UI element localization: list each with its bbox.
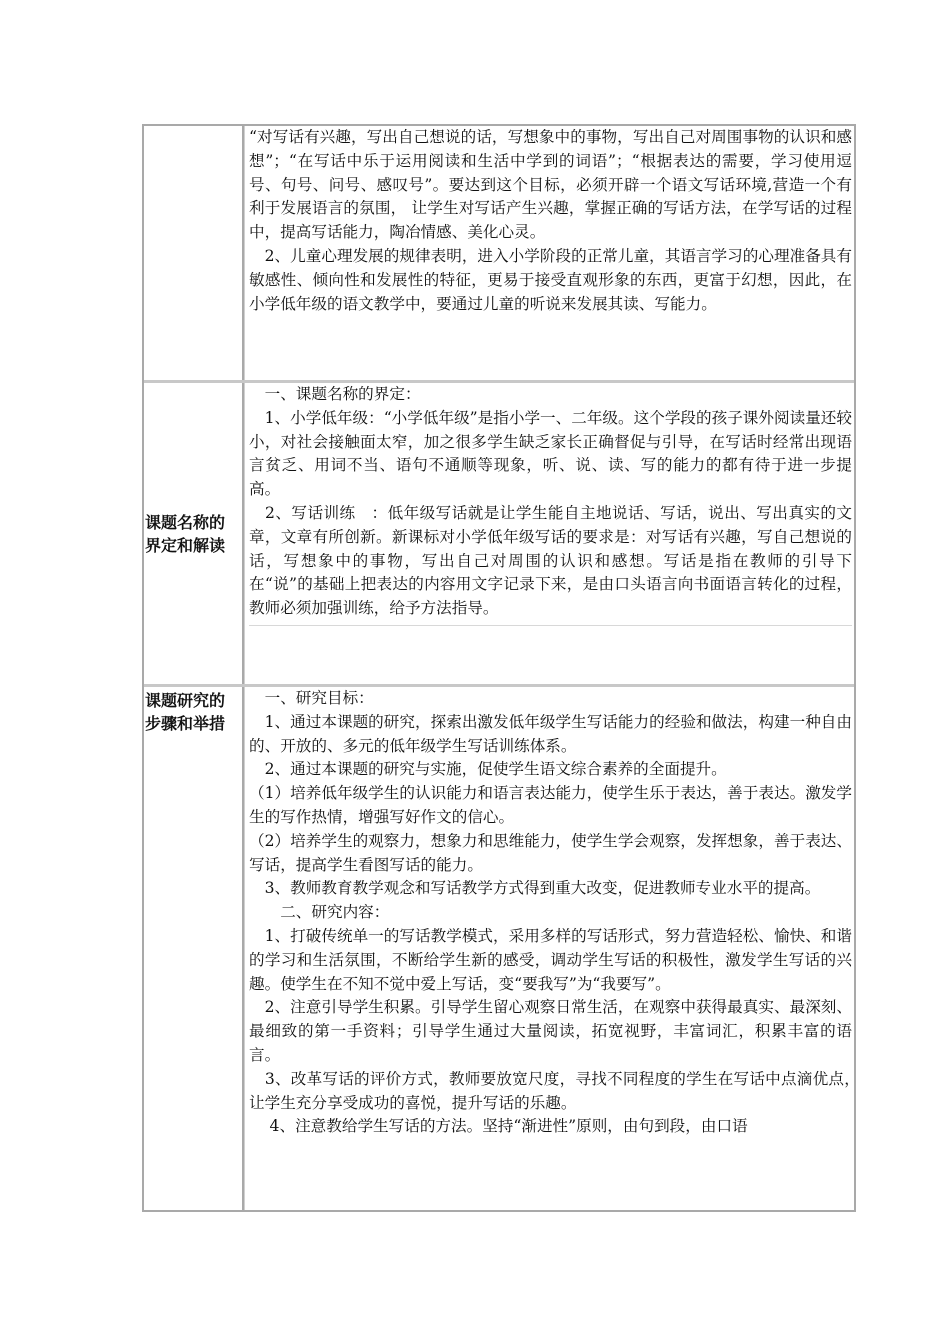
row-label-line-1: 课题名称的 xyxy=(145,512,226,532)
paragraph: 1、通过本课题的研究，探索出激发低年级学生写话能力的经验和做法，构建一种自由的、开放的、多元的低年级学生写话训练体系。 xyxy=(249,712,852,755)
paragraph: “对写话有兴趣，写出自己想说的话，写想象中的事物，写出自己对周围事物的认识和感想”；“在写话中乐于运用阅读和生活中学到的词语”；“根据表达的需要，学习使用逗号、句号、问号、感叹号”。要达到这个目标，必须开辟一个语文写话环境,营造一个有利于发展语言的氛围， 让学生对写话产生兴趣，掌握正确的写话方法，在学写话的过程中，提高写话能力，陶冶情感、美化心灵。 xyxy=(249,128,852,242)
row-content xyxy=(244,383,854,684)
paragraph: 4、注意教给学生写话的方法。坚持“渐进性”原则，由句到段，由口语 xyxy=(249,1117,748,1136)
paragraph: 2、通过本课题的研究与实施，促使学生语文综合素养的全面提升。 xyxy=(249,760,727,779)
table-row-research-steps xyxy=(144,684,884,1210)
paragraph: 1、小学低年级：“小学低年级”是指小学一、二年级。这个学段的孩子课外阅读量还较小，对社会接触面太窄，加之很多学生缺乏家长正确督促与引导，在写话时经常出现语言贫乏、用词不当、语句不通顺等现象，听、说、读、写的能力的都有待于进一步提高。 xyxy=(249,408,852,499)
paragraph: （1）培养低年级学生的认识能力和语言表达能力，使学生乐于表达，善于表达。激发学生的写作热情，增强写好作文的信心。 xyxy=(249,784,852,826)
table-row-background xyxy=(144,126,854,380)
paragraph: 2、儿童心理发展的规律表明，进入小学阶段的正常儿童，其语言学习的心理准备具有敏感性、倾向性和发展性的特征，更易于接受直观形象的东西，更富于幻想，因此，在小学低年级的语文教学中，要通过儿童的听说来发展其读、写能力。 xyxy=(249,246,852,313)
table-row-definition xyxy=(144,380,854,684)
row-label-line-1: 课题研究的 xyxy=(145,691,226,710)
paragraph: 2、注意引导学生积累。引导学生留心观察日常生活，在观察中获得最真实、最深刻、最细致的第一手资料；引导学生通过大量阅读，拓宽视野，丰富词汇，积累丰富的语言。 xyxy=(249,998,852,1064)
row-label-empty xyxy=(144,126,244,380)
paragraph: 一、课题名称的界定： xyxy=(249,385,421,403)
paragraph: 1、打破传统单一的写话教学模式，采用多样的写话形式，努力营造轻松、愉快、和谐的学习和生活氛围，不断给学生新的感受，调动学生写话的积极性，激发学生写话的兴趣。使学生在不知不觉中爱上写话，变“要我写”为“我要写”。 xyxy=(249,926,852,993)
paragraph: 2、写话训练 ：低年级写话就是让学生能自主地说话、写话，说出、写出真实的文章，文章有所创新。新课标对小学低年级写话的要求是：对写话有兴趣，写自己想说的话，写想象中的事物，写出自己对周围的认识和感想。写话是指在教师的引导下在“说”的基础上把表达的内容用文字记录下来，是由口头语言向书面语言转化的过程，教师必须加强训练，给予方法指导。 xyxy=(249,503,852,618)
row-label-line-2: 步骤和举措 xyxy=(145,714,226,733)
blank-line xyxy=(249,626,852,648)
row-label-research-steps xyxy=(144,687,244,1210)
paragraph: 二、研究内容： xyxy=(249,903,390,922)
paragraph: 一、研究目标： xyxy=(249,689,374,707)
paragraph: （2）培养学生的观察力，想象力和思维能力，使学生学会观察，发挥想象，善于表达、写话，提高学生看图写话的能力。 xyxy=(249,831,852,874)
row-label-line-2: 界定和解读 xyxy=(145,535,226,555)
document-table xyxy=(142,124,884,1212)
row-content xyxy=(244,687,884,1210)
paragraph: 3、改革写话的评价方式，教师要放宽尺度，寻找不同程度的学生在写话中点滴优点， 让学生充分享受成功的喜悦，提升写话的乐趣。 xyxy=(249,1069,884,1112)
paragraph: 3、教师教育教学观念和写话教学方式得到重大改变，促进教师专业水平的提高。 xyxy=(249,879,821,898)
row-content xyxy=(244,126,854,380)
row-label-definition xyxy=(144,383,244,684)
